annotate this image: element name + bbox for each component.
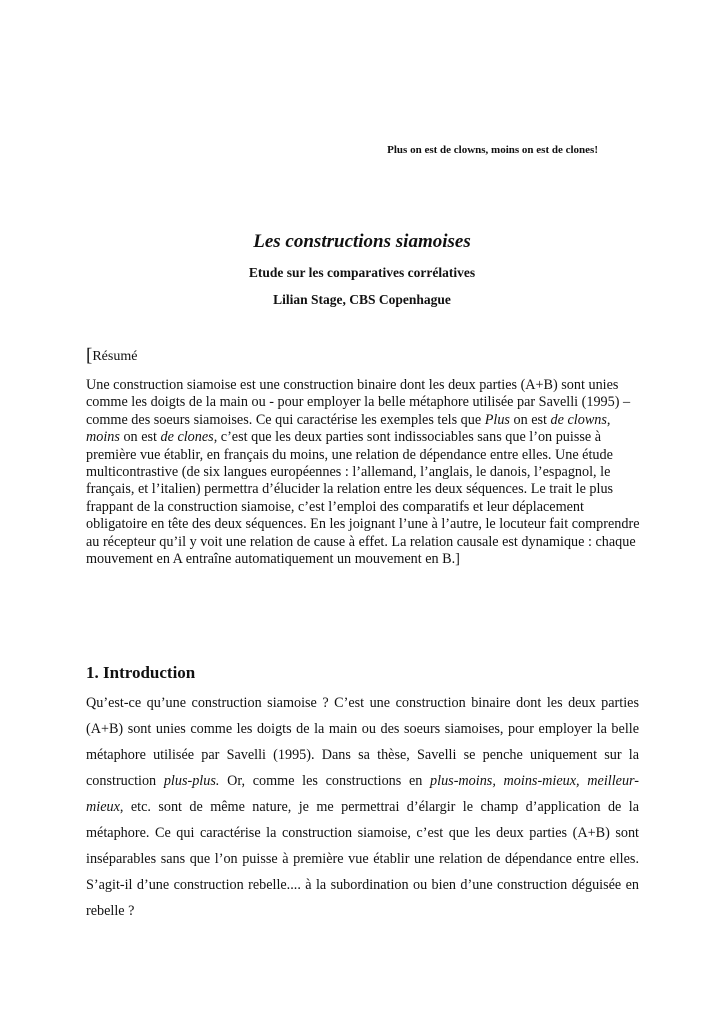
abstract-text-run: on est (119, 429, 161, 446)
abstract-heading-label: Résumé (92, 349, 138, 364)
abstract-italic-run: Plus (484, 411, 510, 428)
intro-italic-run: plus-moins, moins-mieux, meilleur-mieux (86, 773, 639, 815)
abstract-italic-run: de clones (160, 429, 214, 446)
introduction-paragraph (86, 690, 639, 924)
section-heading-introduction: 1. Introduction (86, 663, 196, 682)
intro-italic-run: plus-plus. (163, 773, 220, 789)
abstract-text (86, 377, 642, 568)
abstract-open-bracket: [ (86, 345, 93, 366)
paper-subtitle: Etude sur les comparatives corrélatives (248, 265, 476, 280)
abstract-italic-run: moins (86, 429, 120, 446)
author-line: Lilian Stage, CBS Copenhague (273, 292, 451, 307)
abstract-text-run: , c’est que les deux parties sont indissociables sans que l’on puisse à première vue établir, en français du moins, une relation de dépendance entre elles. Une étude multicontrastive (de six langues européennes : l’allemand, l’anglais, le danois, l’espagnol, le français, et l’italien) permettra d’élucider la relation entre les deux séquences. Le trait le plus frappant de la construction siamoise, c’est l’emploi des comparatifs et leur déplacement obligatoire en tête des deux séquences. En les joignant l’une à l’autre, le locuteur fait comprendre au récepteur qu’il y voit une relation de cause à effet. La relation causale est dynamique : chaque mouvement en A entraîne automatiquement un mouvement en B.] (86, 429, 640, 568)
abstract-text-run: , (606, 411, 611, 428)
abstract-text-run: Une construction siamoise est une construction binaire dont les deux parties (A+B) sont unies comme les doigts de la main ou - pour employer la belle métaphore utilisée par Savelli (1995) – comme des soeurs siamoises. Ce qui caractérise les exemples tels que (86, 377, 631, 428)
epigraph: Plus on est de clowns, moins on est de clones! (387, 144, 598, 156)
paper-title: Les constructions siamoises (253, 231, 471, 252)
abstract-text-run: on est (509, 411, 551, 428)
intro-text-run: , etc. sont de même nature, je me permettrai d’élargir le champ d’application de la métaphore. Ce qui caractérise la construction siamoise, c’est que les deux parties (A+B) sont inséparables sans que l’on puisse à première vue établir une relation de dépendance entre elles. S’agit-il d’une construction rebelle.... à la subordination ou bien d’une construction déguisée en rebelle ? (86, 799, 639, 919)
intro-text-run: Qu’est-ce qu’une construction siamoise ? C’est une construction binaire dont les deux parties (A+B) sont unies comme les doigts de la main ou des soeurs siamoises, pour employer la belle métaphore utilisée par Savelli (1995). Dans sa thèse, Savelli se penche uniquement sur la construction (86, 695, 639, 789)
intro-text-run: Or, comme les constructions en (219, 773, 431, 789)
abstract-italic-run: de clowns (550, 411, 607, 428)
abstract-heading (86, 345, 137, 367)
